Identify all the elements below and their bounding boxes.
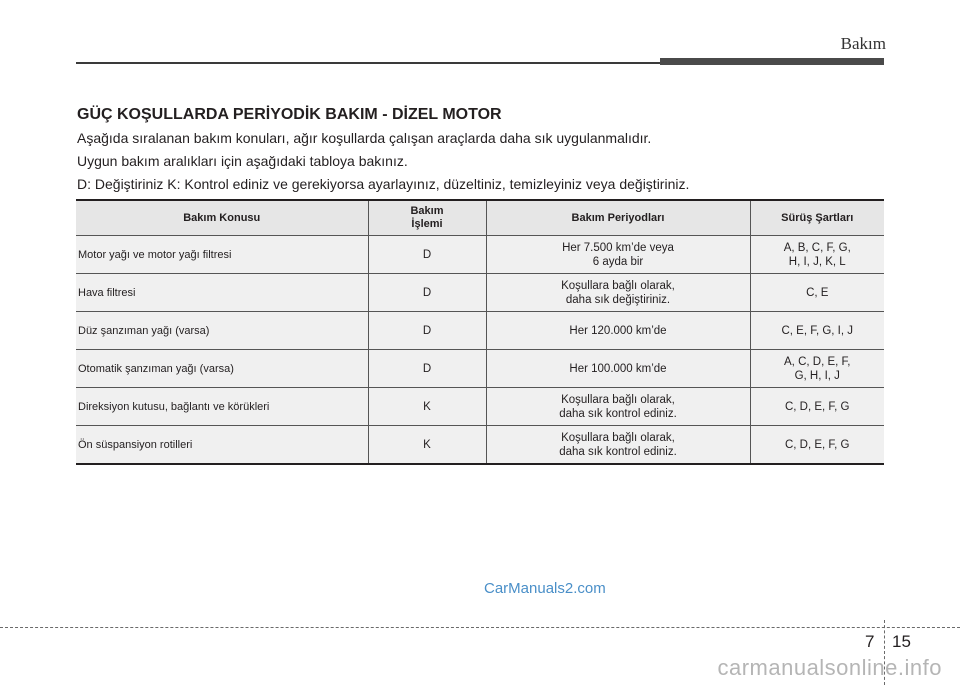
cell-interval: Koşullara bağlı olarak, daha sık değiştiriniz. bbox=[486, 274, 750, 312]
cell-operation: D bbox=[368, 236, 486, 274]
col-header-item: Bakım Konusu bbox=[76, 200, 368, 236]
intro-paragraph-1: Aşağıda sıralanan bakım konuları, ağır koşullarda çalışan araçlarda daha sık uygulanmalıdır. bbox=[77, 130, 652, 146]
page-heading: GÜÇ KOŞULLARDA PERİYODİK BAKIM - DİZEL MOTOR bbox=[77, 106, 502, 123]
table-row bbox=[76, 350, 884, 388]
cell-item: Direksiyon kutusu, bağlantı ve körükleri bbox=[76, 388, 368, 426]
table-row bbox=[76, 274, 884, 312]
cell-item: Otomatik şanzıman yağı (varsa) bbox=[76, 350, 368, 388]
section-title: Bakım bbox=[840, 34, 886, 53]
watermark-text: CarManuals2.com bbox=[484, 580, 606, 597]
cell-operation: K bbox=[368, 388, 486, 426]
header-rule-thin bbox=[76, 62, 660, 64]
cell-conditions: C, D, E, F, G bbox=[750, 426, 884, 465]
cell-operation: D bbox=[368, 312, 486, 350]
col-header-operation: Bakım İşlemi bbox=[368, 200, 486, 236]
table-row bbox=[76, 312, 884, 350]
cell-conditions: C, E, F, G, I, J bbox=[750, 312, 884, 350]
cell-item: Düz şanzıman yağı (varsa) bbox=[76, 312, 368, 350]
cell-item: Motor yağı ve motor yağı filtresi bbox=[76, 236, 368, 274]
chapter-number: 7 bbox=[865, 632, 875, 651]
cell-interval: Koşullara bağlı olarak, daha sık kontrol ediniz. bbox=[486, 426, 750, 465]
legend-paragraph: D: Değiştiriniz K: Kontrol ediniz ve gerekiyorsa ayarlayınız, düzeltiniz, temizleyiniz veya değiştiriniz. bbox=[77, 176, 690, 192]
footer-site-mark: carmanualsonline.info bbox=[717, 655, 942, 680]
intro-paragraph-2: Uygun bakım aralıkları için aşağıdaki tabloya bakınız. bbox=[77, 153, 408, 169]
header-rule-thick bbox=[660, 58, 884, 65]
table-row bbox=[76, 388, 884, 426]
col-header-conditions: Sürüş Şartları bbox=[750, 200, 884, 236]
cell-item: Ön süspansiyon rotilleri bbox=[76, 426, 368, 465]
cell-operation: K bbox=[368, 426, 486, 465]
cell-conditions: A, C, D, E, F, G, H, I, J bbox=[750, 350, 884, 388]
page-number: 15 bbox=[892, 632, 911, 651]
cell-operation: D bbox=[368, 350, 486, 388]
cell-operation: D bbox=[368, 274, 486, 312]
table-row bbox=[76, 236, 884, 274]
cell-interval: Her 100.000 km’de bbox=[486, 350, 750, 388]
table-row bbox=[76, 426, 884, 465]
maintenance-table bbox=[76, 199, 884, 465]
cell-conditions: C, E bbox=[750, 274, 884, 312]
cell-conditions: C, D, E, F, G bbox=[750, 388, 884, 426]
cell-interval: Koşullara bağlı olarak, daha sık kontrol ediniz. bbox=[486, 388, 750, 426]
cell-interval: Her 120.000 km’de bbox=[486, 312, 750, 350]
footer-dashed-line bbox=[0, 627, 960, 628]
cell-item: Hava filtresi bbox=[76, 274, 368, 312]
cell-interval: Her 7.500 km’de veya 6 ayda bir bbox=[486, 236, 750, 274]
cell-conditions: A, B, C, F, G, H, I, J, K, L bbox=[750, 236, 884, 274]
table-header-row bbox=[76, 200, 884, 236]
col-header-interval: Bakım Periyodları bbox=[486, 200, 750, 236]
